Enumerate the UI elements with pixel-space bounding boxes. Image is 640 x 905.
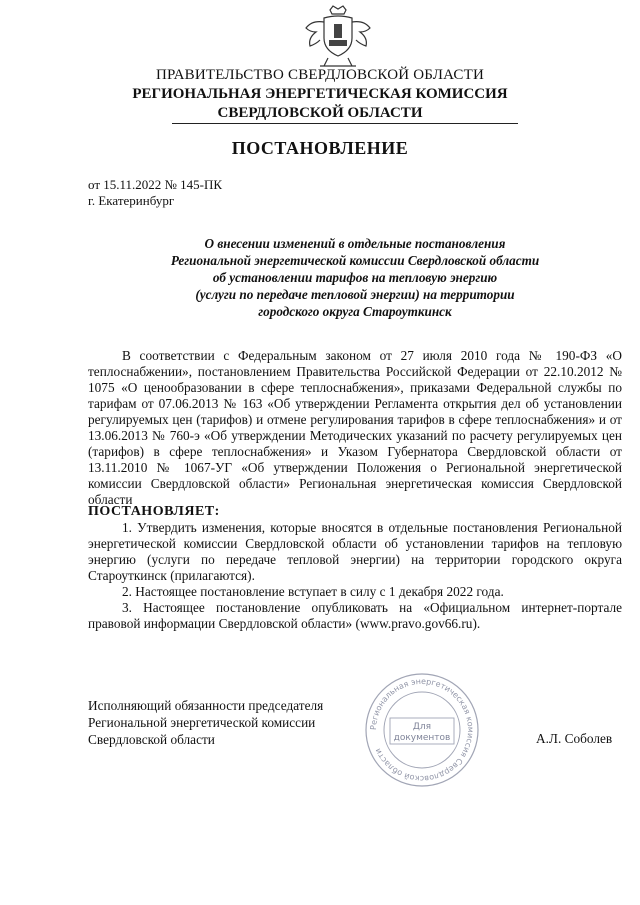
subject-line: Региональной энергетической комиссии Свердловской области <box>170 253 540 268</box>
resolution-item: 3. Настоящее постановление опубликовать на «Официальном интернет-портале правовой информации Свердловской области» (www.pravo.gov66.ru). <box>88 600 622 631</box>
resolution-items <box>88 520 622 632</box>
subject-line: городского округа Староуткинск <box>258 304 452 319</box>
preamble-paragraph: В соответствии с Федеральным законом от 27 июля 2010 года № 190-ФЗ «О теплоснабжении», постановлением Правительства Российской Федерации от 22.10.2012 № 1075 «О ценообразовании в сфере теплоснабжения», приказами Федеральной службы по тарифам от 07.06.2013 № 163 «Об утверждении Регламента открытия дел об установлении регулируемых цен (тарифов) и отмене регулирования тарифов в сфере теплоснабжения» и от 13.06.2013 № 760-э «Об утверждении Методических указаний по расчету регулируемых цен (тарифов) в сфере теплоснабжения» и Указом Губернатора Свердловской области от 13.11.2010 № 1067-УГ «Об утверждении Положения о Региональной энергетической комиссии Свердловской области» Региональная энергетическая комиссия Свердловской области <box>88 348 622 507</box>
commission-name-line1: РЕГИОНАЛЬНАЯ ЭНЕРГЕТИЧЕСКАЯ КОМИССИЯ <box>132 86 508 102</box>
subject-line: О внесении изменений в отдельные постановления <box>204 236 506 251</box>
resolution-item: 2. Настоящее постановление вступает в силу с 1 декабря 2022 года. <box>122 584 504 599</box>
resolution-item: 1. Утвердить изменения, которые вносятся в отдельные постановления Региональной энергетической комиссии Свердловской области об установлении тарифов на тепловую энергию (услуги по передаче тепловой энергии) на территории городского округа Староуткинск (прилагаются). <box>88 520 622 583</box>
position-line: Свердловской области <box>88 732 215 747</box>
government-name: ПРАВИТЕЛЬСТВО СВЕРДЛОВСКОЙ ОБЛАСТИ <box>155 67 485 83</box>
document-city: г. Екатеринбург <box>88 193 175 208</box>
position-line: Исполняющий обязанности председателя <box>88 698 324 713</box>
stamp-center-line2: документов <box>393 733 451 743</box>
position-line: Региональной энергетической комиссии <box>88 715 316 730</box>
official-stamp <box>362 670 482 790</box>
subject-line: (услуги по передаче тепловой энергии) на территории <box>195 287 515 302</box>
document-date-number: от 15.11.2022 № 145-ПК <box>88 177 223 192</box>
commission-name-line2: СВЕРДЛОВСКОЙ ОБЛАСТИ <box>217 105 423 121</box>
coat-of-arms-icon <box>300 4 376 70</box>
stamp-ring-text: Региональная энергетическая комиссия Свердловской области <box>368 676 476 784</box>
signatory-name: А.Л. Соболев <box>536 731 613 746</box>
document-subject <box>120 235 590 320</box>
resolve-heading: ПОСТАНОВЛЯЕТ: <box>88 504 220 519</box>
stamp-center-line1: Для <box>412 722 432 732</box>
document-title: ПОСТАНОВЛЕНИЕ <box>231 138 409 158</box>
subject-line: об установлении тарифов на тепловую энергию <box>212 270 498 285</box>
header-divider <box>172 123 518 124</box>
signatory-position <box>88 697 323 748</box>
